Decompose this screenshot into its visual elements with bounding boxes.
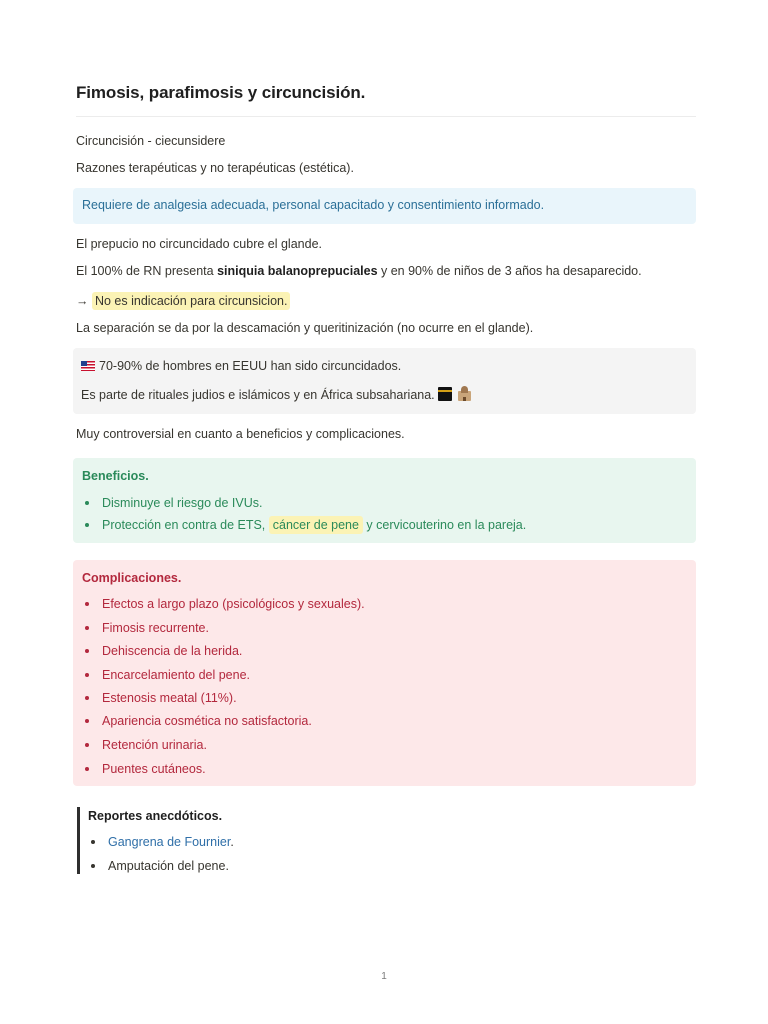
intro-line-1: Circuncisión - ciecunsidere bbox=[76, 134, 226, 148]
reportes-item bbox=[108, 834, 234, 850]
beneficios-callout bbox=[73, 458, 696, 543]
beneficios-item bbox=[102, 517, 526, 533]
reportes-title: Reportes anecdóticos. bbox=[88, 809, 223, 823]
info-callout-text: Requiere de analgesia adecuada, personal capacitado y consentimiento informado. bbox=[82, 198, 545, 212]
page-number: 1 bbox=[381, 971, 387, 982]
rn-bold-term: siniquia balanoprepuciales bbox=[217, 264, 378, 278]
info-callout bbox=[73, 188, 696, 224]
complicaciones-item: Apariencia cosmética no satisfactoria. bbox=[102, 714, 312, 728]
gangrena-fournier-link[interactable]: Gangrena de Fournier bbox=[108, 835, 231, 849]
complicaciones-item: Dehiscencia de la herida. bbox=[102, 644, 243, 658]
complicaciones-item: Fimosis recurrente. bbox=[102, 621, 209, 635]
no-indicacion-line bbox=[76, 293, 290, 309]
page-title: Fimosis, parafimosis y circuncisión. bbox=[76, 83, 366, 102]
rn-prefix: El 100% de RN presenta bbox=[76, 264, 218, 278]
kaaba-icon bbox=[438, 387, 452, 401]
beneficios-item-2-suffix: y cervicouterino en la pareja. bbox=[362, 518, 527, 532]
stats-line-2-text: Es parte de rituales judios e islámicos y en África subsahariana. bbox=[81, 388, 435, 402]
us-flag-icon bbox=[81, 361, 95, 371]
stats-line-1 bbox=[81, 358, 401, 374]
no-indicacion-highlight: No es indicación para circunsicion. bbox=[92, 292, 290, 310]
quote-bar bbox=[77, 807, 80, 874]
separacion-text: La separación se da por la descamación y queritinización (no ocurre en el glande). bbox=[76, 321, 534, 335]
title-divider bbox=[76, 116, 696, 117]
beneficios-title: Beneficios. bbox=[82, 469, 149, 483]
complicaciones-item: Encarcelamiento del pene. bbox=[102, 668, 251, 682]
complicaciones-callout bbox=[73, 560, 696, 786]
stats-line-1-text: 70-90% de hombres en EEUU han sido circuncidados. bbox=[99, 359, 402, 373]
intro-line-2: Razones terapéuticas y no terapéuticas (estética). bbox=[76, 161, 354, 175]
stats-callout bbox=[73, 348, 696, 414]
rn-suffix: y en 90% de niños de 3 años ha desaparecido. bbox=[377, 264, 642, 278]
synagogue-icon bbox=[457, 386, 472, 401]
stats-line-2 bbox=[81, 386, 472, 403]
arrow-right-icon: → bbox=[76, 294, 89, 308]
controversial-text: Muy controversial en cuanto a beneficios y complicaciones. bbox=[76, 427, 405, 441]
complicaciones-item: Retención urinaria. bbox=[102, 738, 207, 752]
complicaciones-item: Efectos a largo plazo (psicológicos y sexuales). bbox=[102, 597, 365, 611]
beneficios-item-2-prefix: Protección en contra de ETS, bbox=[102, 518, 269, 532]
beneficios-item: Disminuye el riesgo de IVUs. bbox=[102, 496, 263, 510]
reportes-item: Amputación del pene. bbox=[108, 859, 229, 873]
prepucio-text: El prepucio no circuncidado cubre el glande. bbox=[76, 237, 322, 251]
complicaciones-item: Estenosis meatal (11%). bbox=[102, 691, 237, 705]
reportes-link-suffix: . bbox=[230, 835, 234, 849]
complicaciones-item: Puentes cutáneos. bbox=[102, 762, 206, 776]
complicaciones-title: Complicaciones. bbox=[82, 571, 182, 585]
rn-paragraph bbox=[76, 263, 642, 279]
cancer-pene-highlight: cáncer de pene bbox=[269, 516, 363, 534]
